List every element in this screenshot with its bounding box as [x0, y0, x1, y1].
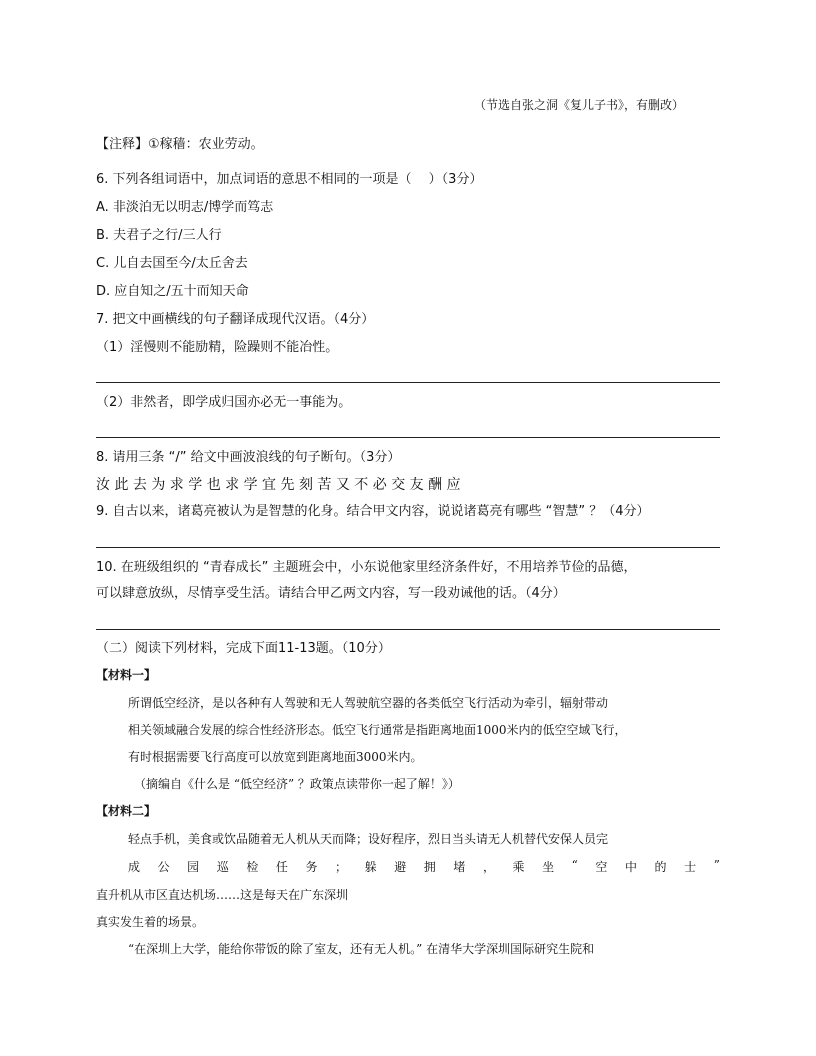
- char: ，: [482, 860, 495, 874]
- question-10-line-1: 10. 在班级组织的 “青春成长” 主题班会中，小东说他家里经济条件好，不用培养节俭的品德，: [96, 560, 637, 575]
- char: 的: [654, 860, 667, 874]
- answer-line: [96, 382, 720, 383]
- section-2-heading: （二）阅读下列材料，完成下面11-13题。（10分）: [96, 641, 391, 656]
- question-10-line-2: 可以肆意放纵，尽情享受生活。请结合甲乙两文内容，写一段劝诫他的话。（4分）: [96, 586, 566, 601]
- char: 任: [275, 860, 288, 874]
- char: ”: [713, 858, 720, 872]
- char: 拥: [423, 860, 436, 874]
- annotation-note: 【注释】①稼穑：农业劳动。: [96, 137, 264, 152]
- char: 检: [246, 860, 259, 874]
- q7-sub-2: （2）非然者，即学成归国亦必无一事能为。: [96, 395, 352, 410]
- question-8-stem: 8. 请用三条 “/” 给文中画波浪线的句子断句。（3分）: [96, 450, 401, 465]
- material-2-label: 【材料二】: [96, 804, 157, 818]
- material-2-spaced-line: [128, 858, 720, 876]
- source-citation: （节选自张之洞《复儿子书》，有删改）: [474, 98, 685, 112]
- char: 成: [128, 860, 141, 874]
- material-2-line: 直升机从市区直达机场……这是每天在广东深圳: [96, 888, 349, 902]
- question-9-stem: 9. 自古以来，诸葛亮被认为是智慧的化身。结合甲文内容，说说诸葛亮有哪些 “智慧” ？（4分）: [96, 504, 650, 519]
- material-1-line: 所谓低空经济，是以各种有人驾驶和无人驾驶航空器的各类低空飞行活动为牵引，辐射带动: [128, 696, 609, 710]
- char: “: [571, 858, 578, 872]
- material-1-line: 相关领域融合发展的综合性经济形态。低空飞行通常是指距离地面1000米内的低空空域飞行，: [128, 723, 627, 737]
- material-1-line: 有时根据需要飞行高度可以放宽到距离地面3000米内。: [128, 750, 423, 764]
- q7-sub-1: （1）淫慢则不能励精，险躁则不能冶性。: [96, 340, 339, 355]
- q6-option-c: C. 儿自去国至今/太丘舍去: [96, 256, 248, 271]
- char: 中: [624, 860, 637, 874]
- material-2-line: “在深圳上大学，能给你带饭的除了室友，还有无人机。” 在清华大学深圳国际研究生院和: [128, 942, 595, 956]
- char: 务: [305, 860, 318, 874]
- q6-option-d: D. 应自知之/五十而知天命: [96, 284, 249, 299]
- char: 空: [595, 860, 608, 874]
- char: 公: [157, 860, 170, 874]
- char: ；: [335, 860, 348, 874]
- char: 坐: [542, 860, 555, 874]
- answer-line: [96, 629, 720, 630]
- material-1-label: 【材料一】: [96, 668, 157, 682]
- char: 士: [684, 860, 697, 874]
- char: 避: [394, 860, 407, 874]
- q6-option-a: A. 非淡泊无以明志/博学而笃志: [96, 200, 274, 215]
- char: 巡: [216, 860, 229, 874]
- answer-line: [96, 547, 720, 548]
- q6-option-b: B. 夫君子之行/三人行: [96, 228, 222, 243]
- char: 乘: [512, 860, 525, 874]
- char: 堵: [453, 860, 466, 874]
- material-2-line: 真实发生着的场景。: [96, 915, 205, 929]
- q8-sentence: 汝 此 去 为 求 学 也 求 学 宜 先 刻 苦 又 不 必 交 友 酬 应: [96, 477, 461, 493]
- question-7-stem: 7. 把文中画横线的句子翻译成现代汉语。（4分）: [96, 312, 375, 327]
- char: 躲: [364, 860, 377, 874]
- answer-line: [96, 437, 720, 438]
- material-1-source: （摘编自《什么是 “低空经济” ？政策点读带你一起了解！》）: [134, 777, 460, 791]
- question-6-stem: 6. 下列各组词语中，加点词语的意思不相同的一项是（ ）（3分）: [96, 172, 483, 187]
- material-2-line: 轻点手机，美食或饮品随着无人机从天而降；设好程序，烈日当头请无人机替代安保人员完: [128, 832, 609, 846]
- char: 园: [187, 860, 200, 874]
